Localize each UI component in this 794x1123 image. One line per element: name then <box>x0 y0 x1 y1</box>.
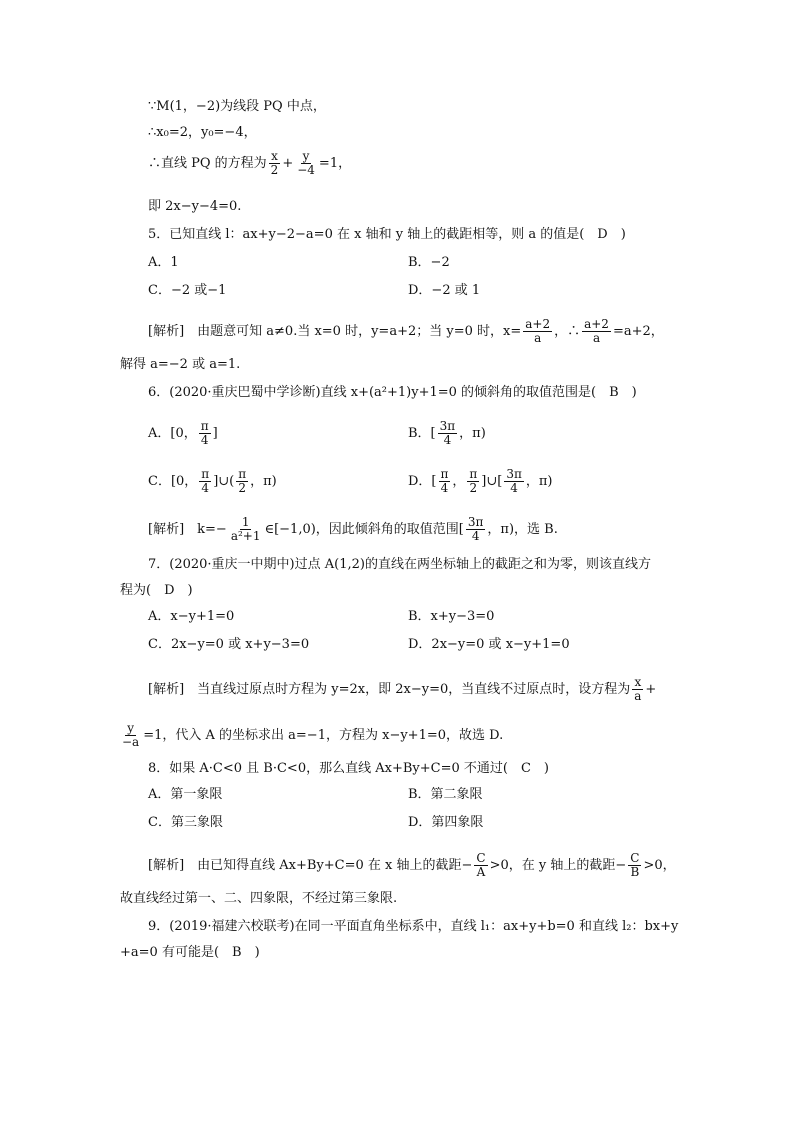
question-9: 9．(2019·福建六校联考)在同一平面直角坐标系中，直线 l₁：ax+y+b=0 和直线 l₂：bx+y <box>148 919 679 934</box>
analysis-line <box>148 852 676 879</box>
numerator: π <box>469 467 478 481</box>
numerator: a+2 <box>525 317 551 331</box>
numerator: 1 <box>241 515 250 529</box>
option-b: B．−2 <box>408 255 450 270</box>
numerator: π <box>238 467 247 481</box>
denominator: A <box>476 865 486 879</box>
analysis-line: 解得 a=−2 或 a=1. <box>120 357 241 372</box>
fraction <box>439 468 451 495</box>
text: B．[ <box>408 426 436 441</box>
question-9-cont: +a=0 有可能是( B ) <box>120 945 260 960</box>
fraction <box>523 318 552 345</box>
numerator: C <box>630 851 640 865</box>
numerator: C <box>476 851 486 865</box>
numerator: 3π <box>467 515 484 529</box>
text: =1，代入 A 的坐标求出 a=−1，方程为 x−y+1=0，故选 D. <box>143 728 504 743</box>
numerator: y <box>302 149 310 163</box>
text: D．[ <box>408 474 437 489</box>
denominator: 4 <box>201 481 210 495</box>
question-5: 5．已知直线 l：ax+y−2−a=0 在 x 轴和 y 轴上的截距相等，则 a 的值是( D ) <box>148 227 626 242</box>
numerator: x <box>271 149 278 163</box>
fraction <box>467 468 479 495</box>
text: ] <box>212 426 218 441</box>
question-7: 7．(2020·重庆一中期中)过点 A(1,2)的直线在两坐标轴上的截距之和为零，则该直线方 <box>148 557 651 572</box>
text: ， <box>452 474 466 489</box>
fraction <box>229 516 263 543</box>
text: [解析] 由已知得直线 Ax+By+C=0 在 x 轴上的截距− <box>148 858 473 873</box>
option-b: B．x+y−3=0 <box>408 609 495 624</box>
fraction <box>466 516 486 543</box>
denominator: −4 <box>297 163 315 177</box>
fraction <box>199 468 211 495</box>
denominator: 2 <box>270 163 279 177</box>
fraction <box>120 722 141 749</box>
text: ]∪( <box>213 474 235 489</box>
fraction <box>504 468 524 495</box>
option-b: B．第二象限 <box>408 787 483 802</box>
numerator: π <box>440 467 449 481</box>
option-b <box>408 420 486 447</box>
fraction <box>474 852 487 879</box>
text: >0，在 y 轴上的截距− <box>489 858 627 873</box>
numerator: x <box>634 675 642 689</box>
analysis-line <box>118 722 503 749</box>
denominator: 2 <box>469 481 478 495</box>
fraction <box>199 420 211 447</box>
text: ∴直线 PQ 的方程为 <box>148 156 267 171</box>
denominator: 4 <box>510 481 518 495</box>
option-d <box>408 468 553 495</box>
text: ，π) <box>459 426 486 441</box>
option-c: C．−2 或−1 <box>148 283 227 298</box>
denominator: 4 <box>443 433 452 447</box>
text: [解析] 由题意可知 a≠0.当 x=0 时，y=a+2；当 y=0 时，x= <box>148 324 522 339</box>
text: [解析] 当直线过原点时方程为 y=2x，即 2x−y=0，当直线不过原点时，设方程为 <box>148 682 631 697</box>
denominator: B <box>630 865 640 879</box>
fraction <box>438 420 458 447</box>
fraction <box>632 676 643 703</box>
analysis-line <box>148 676 656 703</box>
analysis-line <box>148 516 558 543</box>
solution-line: ∴x₀=2，y₀=−4， <box>148 125 257 140</box>
denominator: 4 <box>471 529 480 543</box>
denominator: a <box>592 331 601 345</box>
fraction <box>628 852 641 879</box>
numerator: π <box>201 467 210 481</box>
analysis-line <box>148 318 664 345</box>
numerator: 3π <box>439 419 456 433</box>
fraction <box>295 150 317 177</box>
numerator: 3π <box>506 467 522 481</box>
numerator: y <box>127 721 134 735</box>
analysis-line: 故直线经过第一、二、四象限，不经过第三象限. <box>120 891 398 906</box>
text: >0， <box>643 858 676 873</box>
denominator: a <box>534 331 542 345</box>
solution-line: ∵M(1，−2)为线段 PQ 中点， <box>148 99 326 114</box>
option-c: C．第三象限 <box>148 815 223 830</box>
denominator: 4 <box>200 433 209 447</box>
denominator: a²+1 <box>230 529 261 543</box>
option-a <box>148 420 218 447</box>
question-7-cont: 程为( D ) <box>120 583 193 598</box>
text: ∈[−1,0)，因此倾斜角的取值范围[ <box>264 522 464 537</box>
text: C．[0， <box>148 474 198 489</box>
option-d: D．2x−y=0 或 x−y+1=0 <box>408 637 570 652</box>
text: ]∪[ <box>481 474 503 489</box>
numerator: π <box>200 419 209 433</box>
solution-line: 即 2x−y−4=0. <box>148 199 242 214</box>
text: ，π) <box>250 474 277 489</box>
option-a: A．第一象限 <box>148 787 223 802</box>
question-6: 6．(2020·重庆巴蜀中学诊断)直线 x+(a²+1)y+1=0 的倾斜角的取值范围是( B ) <box>148 385 637 400</box>
text: =1， <box>318 156 352 171</box>
option-a: A．x−y+1=0 <box>148 609 235 624</box>
option-d: D．第四象限 <box>408 815 484 830</box>
text: [解析] k=− <box>148 522 227 537</box>
text: ，π) <box>525 474 553 489</box>
denominator: 2 <box>238 481 246 495</box>
option-d: D．−2 或 1 <box>408 283 481 298</box>
solution-line <box>148 150 351 177</box>
text: =a+2， <box>612 324 664 339</box>
fraction <box>236 468 248 495</box>
denominator: 4 <box>440 481 449 495</box>
question-8: 8．如果 A·C<0 且 B·C<0，那么直线 Ax+By+C=0 不通过( C ) <box>148 761 549 776</box>
text: ，∴ <box>554 324 581 339</box>
option-a: A．1 <box>148 255 179 270</box>
fraction <box>269 150 281 177</box>
text: + <box>645 682 657 697</box>
denominator: a <box>634 689 642 703</box>
option-c <box>148 468 277 495</box>
option-c: C．2x−y=0 或 x+y−3=0 <box>148 637 310 652</box>
numerator: a+2 <box>584 317 609 331</box>
denominator: −a <box>122 735 140 749</box>
fraction <box>582 318 611 345</box>
text: + <box>282 156 294 171</box>
text: ，π)，选 B. <box>487 522 558 537</box>
text: A．[0， <box>148 426 197 441</box>
